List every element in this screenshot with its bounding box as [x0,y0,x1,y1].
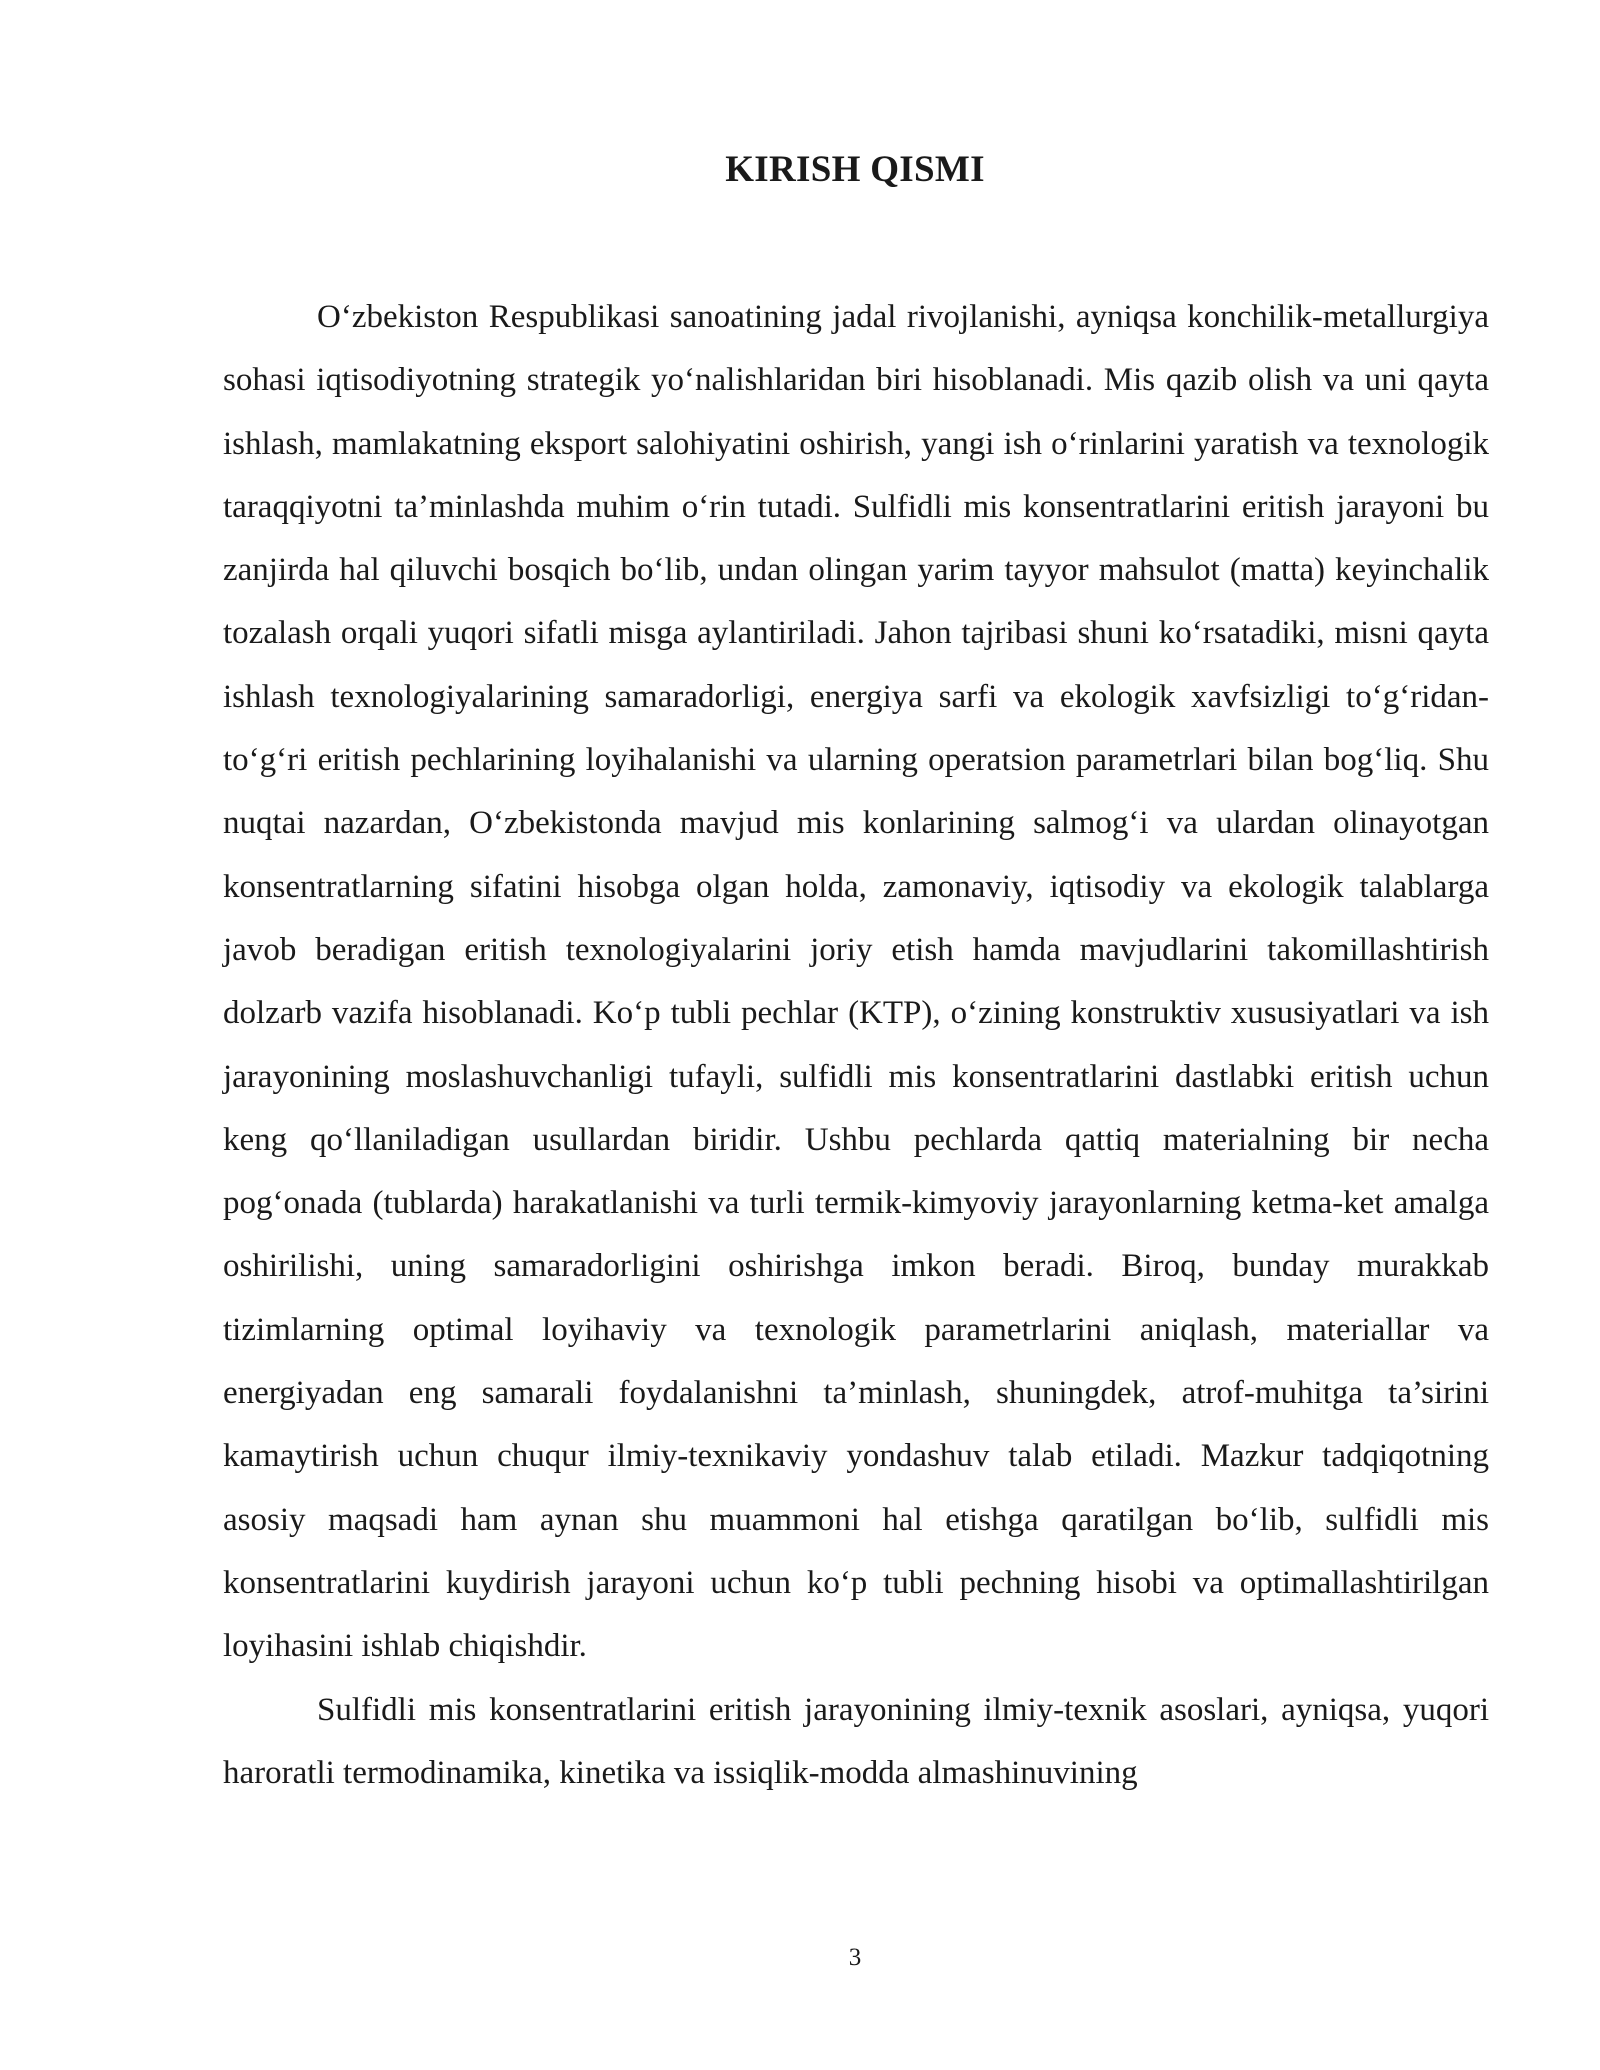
page-title: KIRISH QISMI [725,149,985,190]
body-text [223,286,1489,1805]
paragraph-2: Sulfidli mis konsentratlarini eritish jarayonining ilmiy-texnik asoslari, ayniqsa, yuqori haroratli termodinamika, kinetika va issiqlik-modda almashinuvining [223,1691,1489,1791]
page-number: 3 [848,1944,862,1971]
paragraph-1: O‘zbekiston Respublikasi sanoatining jadal rivojlanishi, ayniqsa konchilik-metallurgiya sohasi iqtisodiyotning strategik yo‘nalishlaridan biri hisoblanadi. Mis qazib olish va uni qayta ishlash, mamlakatning eksport salohiyatini oshirish, yangi ish o‘rinlarini yaratish va texnologik taraqqiyotni ta’minlashda muhim o‘rin tutadi. Sulfidli mis konsentratlarini eritish jarayoni bu zanjirda hal qiluvchi bosqich bo‘lib, undan olingan yarim tayyor mahsulot (matta) keyinchalik tozalash orqali yuqori sifatli misga aylantiriladi. Jahon tajribasi shuni ko‘rsatadiki, misni qayta ishlash texnologiyalarining samaradorligi, energiya sarfi va ekologik xavfsizligi to‘g‘ridan-to‘g‘ri eritish pechlarining loyihalanishi va ularning operatsion parametrlari bilan bog‘liq. Shu nuqtai nazardan, O‘zbekistonda mavjud mis konlarining salmog‘i va ulardan olinayotgan konsentratlarning sifatini hisobga olgan holda, zamonaviy, iqtisodiy va ekologik talablarga javob beradigan eritish texnologiyalarini joriy etish hamda mavjudlarini takomillashtirish dolzarb vazifa hisoblanadi. Ko‘p tubli pechlar (KTP), o‘zining konstruktiv xususiyatlari va ish jarayonining moslashuvchanligi tufayli, sulfidli mis konsentratlarini dastlabki eritish uchun keng qo‘llaniladigan usullardan biridir. Ushbu pechlarda qattiq materialning bir necha pog‘onada (tublarda) harakatlanishi va turli termik-kimyoviy jarayonlarning ketma-ket amalga oshirilishi, uning samaradorligini oshirishga imkon beradi. Biroq, bunday murakkab tizimlarning optimal loyihaviy va texnologik parametrlarini aniqlash, materiallar va energiyadan eng samarali foydalanishni ta’minlash, shuningdek, atrof-muhitga ta’sirini kamaytirish uchun chuqur ilmiy-texnikaviy yondashuv talab etiladi. Mazkur tadqiqotning asosiy maqsadi ham aynan shu muammoni hal etishga qaratilgan bo‘lib, sulfidli mis konsentratlarini kuydirish jarayoni uchun ko‘p tubli pechning hisobi va optimallashtirilgan loyihasini ishlab chiqishdir. [223,299,1489,1665]
